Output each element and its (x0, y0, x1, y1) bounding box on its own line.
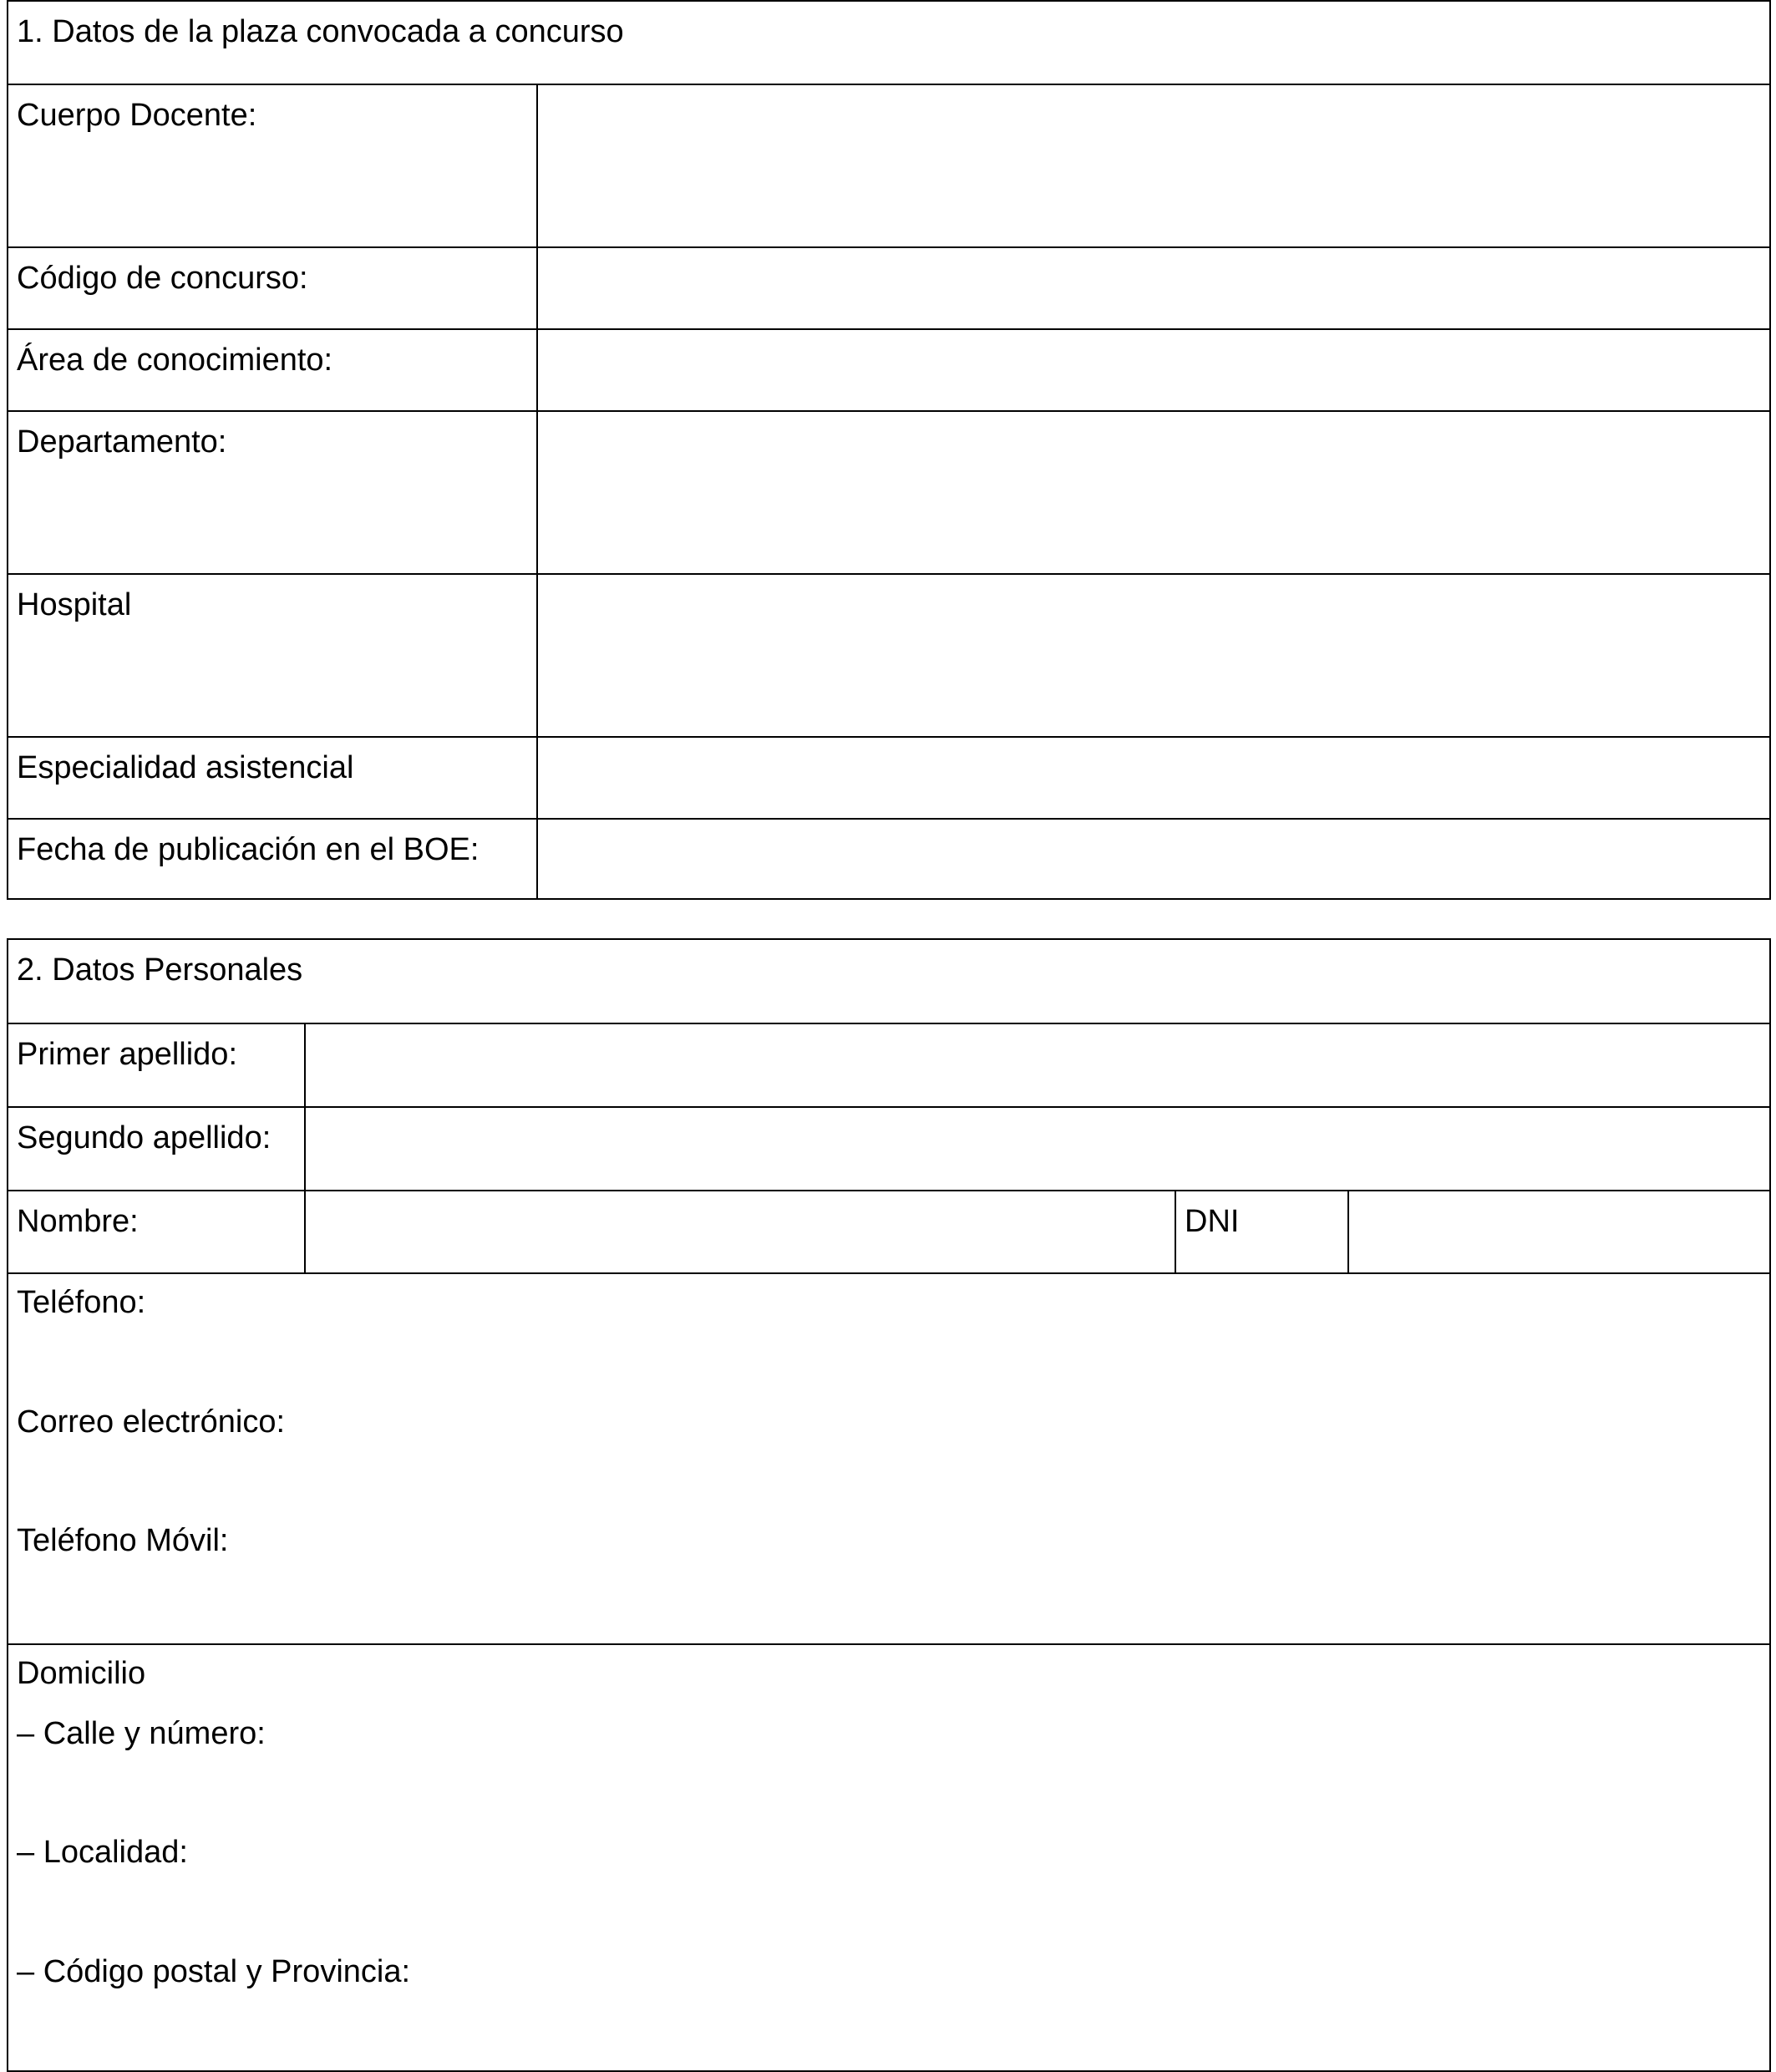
fecha-boe-label: Fecha de publicación en el BOE: (17, 832, 480, 867)
nombre-field[interactable] (304, 1191, 1175, 1272)
calle-label: – Calle y número: (17, 1716, 266, 1751)
especialidad-label: Especialidad asistencial (17, 750, 354, 785)
cuerpo-docente-label: Cuerpo Docente: (17, 98, 257, 133)
segundo-apellido-row (8, 1106, 1769, 1190)
section-1-title: 1. Datos de la plaza convocada a concurso (17, 14, 624, 49)
departamento-label: Departamento: (17, 424, 227, 460)
nombre-dni-row (8, 1190, 1769, 1272)
cuerpo-docente-row (8, 84, 1769, 246)
contacto-cell[interactable] (8, 1274, 1769, 1643)
domicilio-label: Domicilio (17, 1656, 146, 1691)
area-conocimiento-row (8, 328, 1769, 410)
codigo-concurso-label: Código de concurso: (17, 261, 308, 296)
cuerpo-docente-field[interactable] (536, 85, 1769, 246)
section-1-table (7, 0, 1771, 900)
segundo-apellido-field[interactable] (304, 1108, 1769, 1190)
telefono-label: Teléfono: (17, 1285, 146, 1320)
section-2-table (7, 938, 1771, 2072)
area-conocimiento-label: Área de conocimiento: (17, 343, 333, 378)
especialidad-field[interactable] (536, 738, 1769, 818)
hospital-field[interactable] (536, 575, 1769, 736)
contacto-row (8, 1272, 1769, 1643)
movil-label: Teléfono Móvil: (17, 1523, 229, 1558)
segundo-apellido-label: Segundo apellido: (17, 1120, 271, 1155)
codigo-postal-label: – Código postal y Provincia: (17, 1954, 411, 1989)
dni-label: DNI (1175, 1191, 1347, 1272)
domicilio-cell[interactable] (8, 1645, 1769, 2070)
domicilio-row (8, 1643, 1769, 2070)
fecha-boe-row (8, 818, 1769, 898)
departamento-row (8, 410, 1769, 573)
localidad-label: – Localidad: (17, 1835, 188, 1870)
correo-label: Correo electrónico: (17, 1404, 286, 1440)
primer-apellido-label: Primer apellido: (17, 1037, 237, 1072)
section-1-header-row (8, 2, 1769, 84)
section-2-title: 2. Datos Personales (17, 952, 303, 988)
primer-apellido-row (8, 1023, 1769, 1106)
section-2-header-row (8, 940, 1769, 1023)
hospital-row (8, 573, 1769, 736)
area-conocimiento-field[interactable] (536, 330, 1769, 410)
nombre-label: Nombre: (17, 1204, 139, 1239)
primer-apellido-field[interactable] (304, 1024, 1769, 1106)
departamento-field[interactable] (536, 412, 1769, 573)
dni-field[interactable] (1347, 1191, 1769, 1272)
codigo-concurso-row (8, 246, 1769, 328)
fecha-boe-field[interactable] (536, 820, 1769, 898)
hospital-label: Hospital (17, 587, 132, 622)
especialidad-row (8, 736, 1769, 818)
codigo-concurso-field[interactable] (536, 248, 1769, 328)
